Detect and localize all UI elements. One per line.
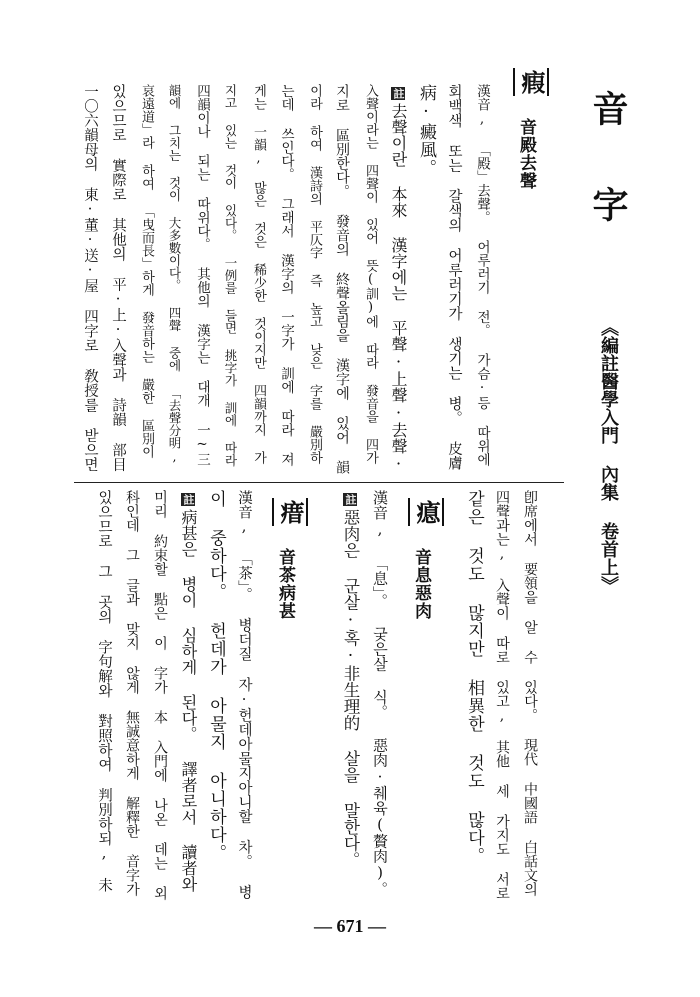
note-line: 入聲이라는 四聲이 있어 뜻(訓)에 따라 發音을 四가 <box>363 84 378 464</box>
note-line: 있으므로 그 곳의 字句解와 對照하여 判別하되, 未 <box>96 490 112 892</box>
entry-line: 漢音, 「殿」去聲。 어루러기 전。 가슴·등 따위에 <box>474 84 490 466</box>
entry-pronunciation: 音息惡肉 <box>411 548 431 620</box>
note-line: 韻에 그치는 것이 大多數이다。 四聲 중에 「去聲分明, <box>167 84 182 464</box>
note-label: 註 <box>392 88 405 99</box>
entry-line: 病·癜風。 <box>416 84 436 177</box>
note-line: 지고 있는 것이 있다。 一例를 들면 挑字가 訓에 따라 <box>223 84 238 467</box>
entry-line: 회백색 또는 갈색의 어루러기가 생기는 병。 皮膚 <box>446 84 462 470</box>
continuation-line: 卽席에서 要領을 알 수 있다。 現代 中國語 白話文의 <box>522 490 538 896</box>
note-line: 哀遠道」라 하여 「曳而長」하게 發音하는 嚴한 區別이 <box>139 84 154 458</box>
entry-line: 漢音, 「息」。 궂은살 식。 惡肉·췌육(贅肉)。 <box>371 490 389 897</box>
note-line: 去聲이란 本來 漢字에는 平聲·上聲·去聲· <box>389 103 408 473</box>
note-first-line <box>338 490 362 868</box>
entry-headword: 瘕 <box>513 68 549 96</box>
entry-headword: 瘄 <box>272 498 308 526</box>
note-line: 一〇六韻母의 東·董·送·屋 四字로 敎授를 받으면 <box>82 84 98 472</box>
note-line: 지로 區別한다。 發音의 終聲올림을 漢字에 있어 韻 <box>334 84 350 474</box>
page-number: — 671 — <box>314 916 386 936</box>
entry-pronunciation: 音茶病甚 <box>275 548 295 620</box>
note-label: 註 <box>344 494 357 505</box>
note-line: 게는 一韻, 많은 것은 稀少한 것이지만 四韻까지 가 <box>251 84 266 464</box>
entry-line: 漢音, 「茶」。 병더질 자·헌데아물지아니할 차。 병 <box>236 490 252 900</box>
note-line: 惡肉은 군살·혹·非生理的 살을 말한다。 <box>341 509 360 868</box>
note-first-line <box>386 84 410 473</box>
note-line: 있으므로 實際로 其他의 平·上·入聲과 詩韻 部目 <box>110 84 126 472</box>
entry-line: 이 중하다。 헌데가 아물지 아니하다。 <box>206 490 226 862</box>
book-title: 音字 <box>587 90 629 282</box>
book-source: 《編註醫學入門 內集 卷首上》 <box>598 318 619 594</box>
note-first-line <box>176 490 200 892</box>
note-line: 미리 約束할 點은 이 字가 本 入門에 나온 데는 외 <box>152 490 168 900</box>
note-line: 科인데 그 글과 맞지 않게 無誠意하게 解釋한 音字가 <box>124 490 140 896</box>
entry-pronunciation: 音殿去聲 <box>516 118 536 190</box>
note-line: 는데 쓰인다。 그래서 漢字의 一字가 訓에 따라 져 <box>278 84 294 466</box>
note-line: 이라 하여 漢詩의 平仄字 즉 높고 낮은 字를 嚴別하 <box>307 84 322 464</box>
note-line: 病甚은 병이 심하게 된다。 譯者로서 讀者와 <box>179 509 198 892</box>
section-divider <box>74 482 564 483</box>
note-line: 四韻이나 되는 따위다。 其他의 漢字는 대개 一~三 <box>194 84 210 466</box>
note-label: 註 <box>182 494 195 505</box>
entry-headword: 瘜 <box>408 498 444 526</box>
continuation-line: 같은 것도 많지만 相異한 것도 많다。 <box>464 490 484 865</box>
continuation-line: 四聲과는, 入聲이 따로 있고, 其他 세 가지도 서로 <box>494 490 510 900</box>
